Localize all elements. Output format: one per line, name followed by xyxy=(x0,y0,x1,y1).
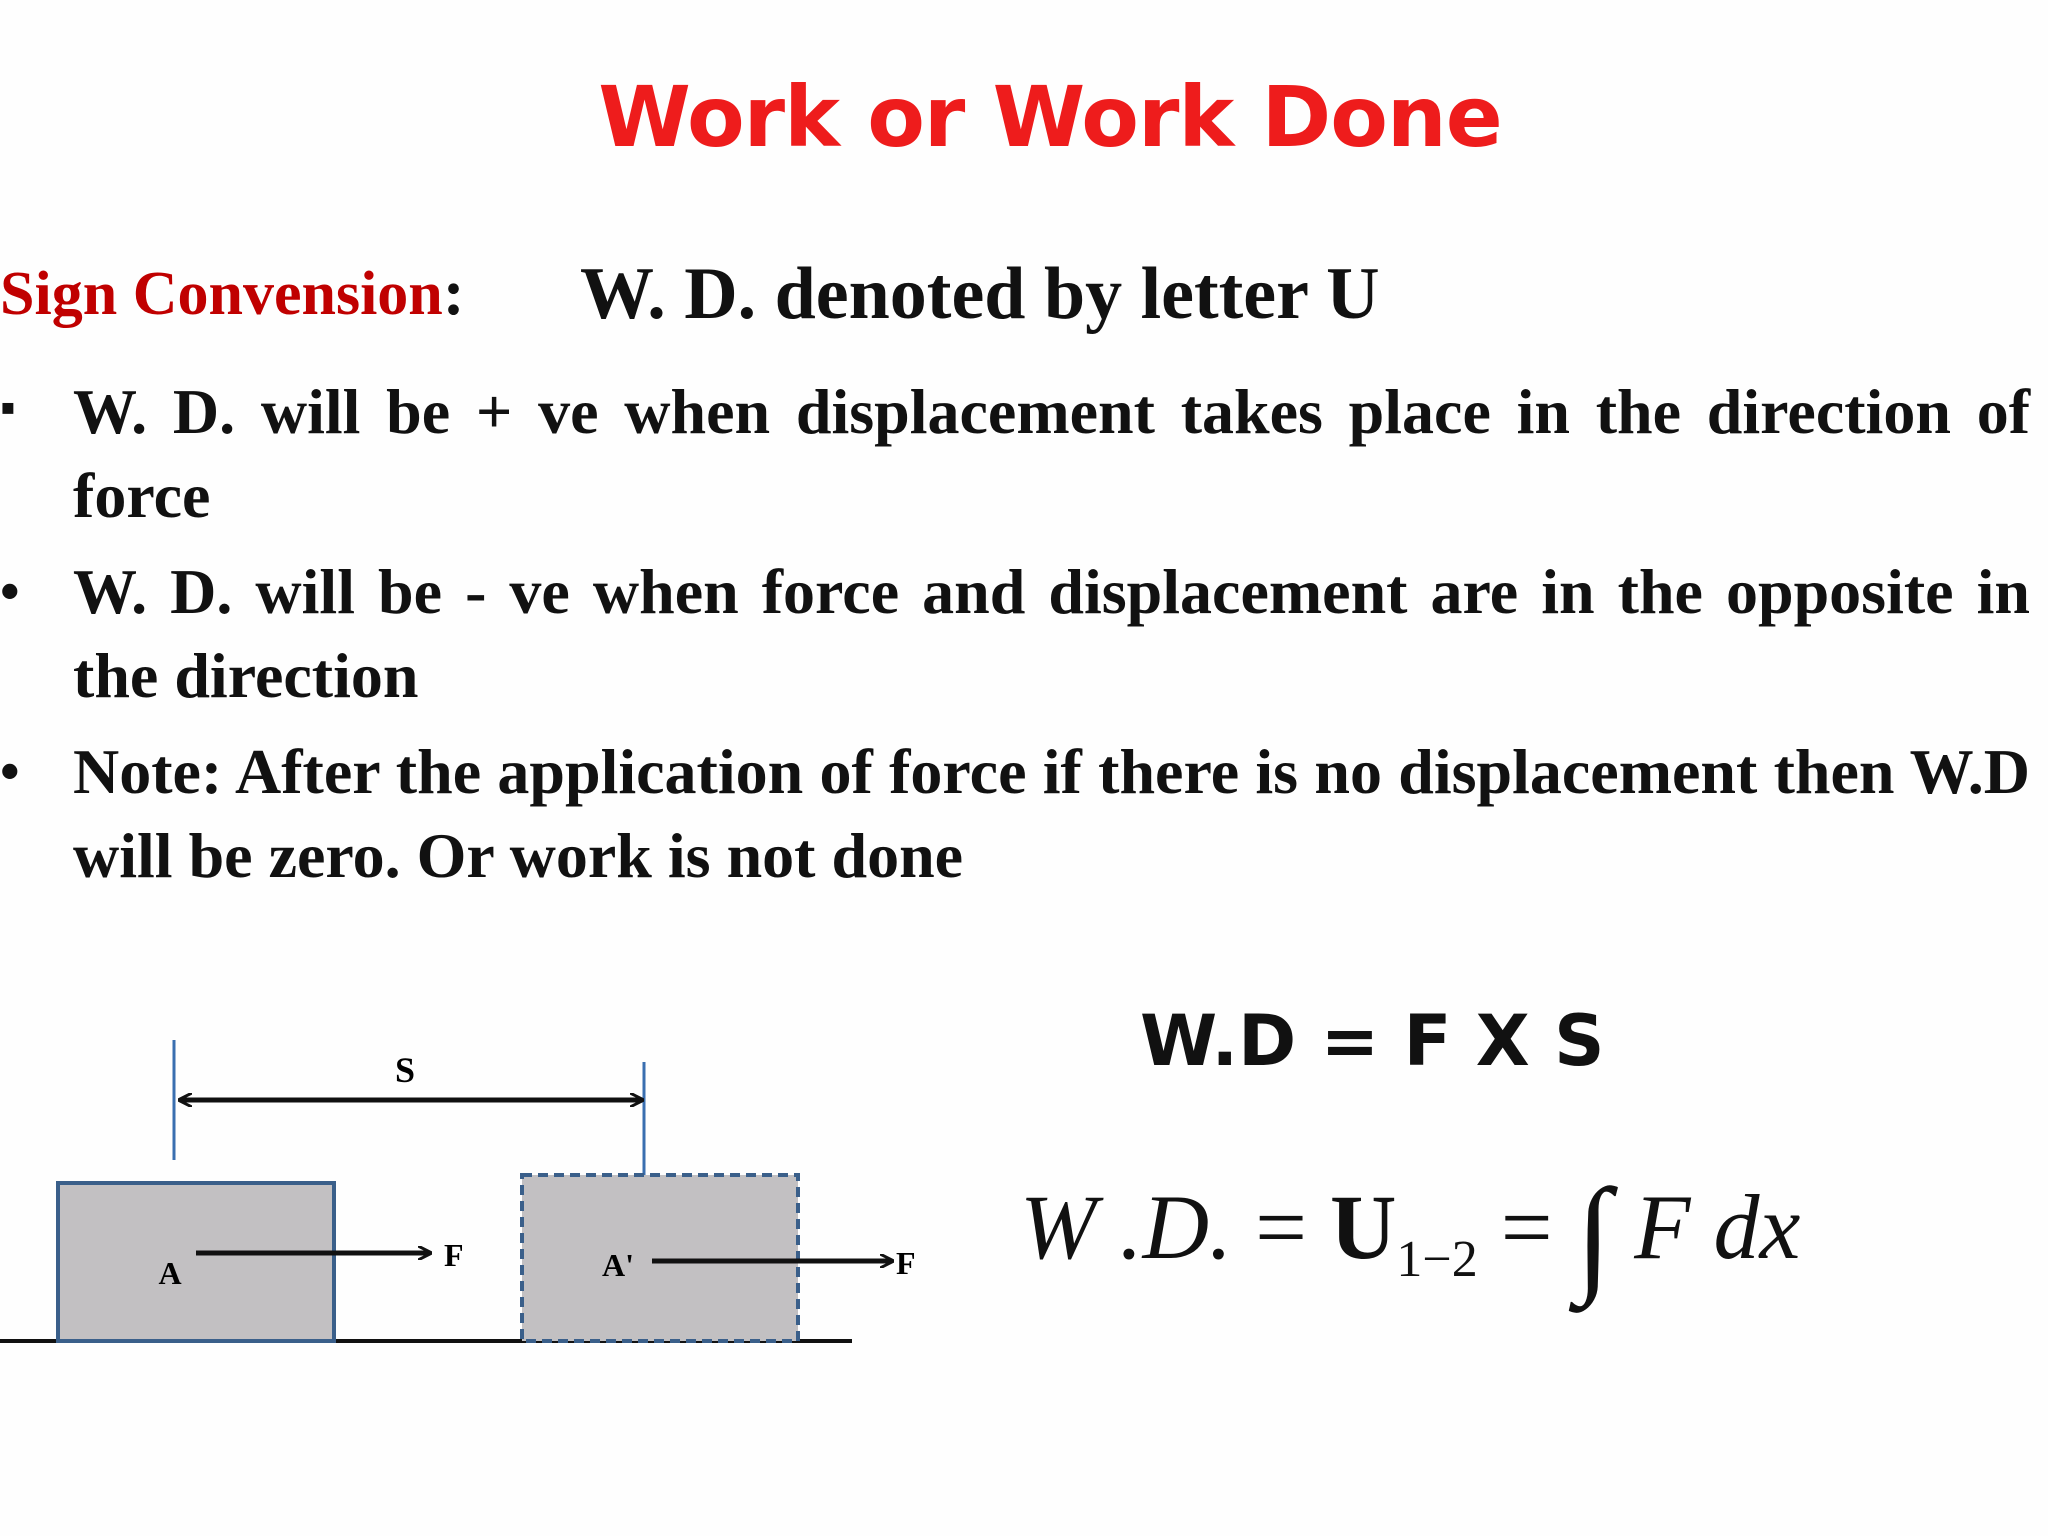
integral-sign: ∫ xyxy=(1575,1163,1612,1307)
bullet-text: W. D. will be + ve when displacement takes place in the direction of force xyxy=(73,376,2030,531)
bullet-text: Note: After the application of force if there is no displacement then W.D will be zero. Or work is not done xyxy=(73,736,2030,891)
force-label-2: F xyxy=(896,1245,916,1281)
sign-convention-label: Sign Convension xyxy=(0,260,443,328)
bullet-positive-work xyxy=(0,370,2030,538)
displacement-diagram xyxy=(0,1020,920,1380)
formula-u: U xyxy=(1329,1176,1397,1278)
bullet-negative-work xyxy=(0,550,2030,718)
formula-integral xyxy=(1020,1160,1800,1310)
bullet-note xyxy=(0,730,2030,898)
slide-title: Work or Work Done xyxy=(598,68,1502,166)
wd-denoted-statement: W. D. denoted by letter U xyxy=(580,253,1380,335)
block-a xyxy=(58,1183,334,1341)
bullet-square-icon: ▪ xyxy=(0,383,16,432)
formula-equals: = xyxy=(1500,1176,1553,1278)
formula-equals: = xyxy=(1255,1176,1307,1278)
sign-convention-row xyxy=(0,255,465,331)
bullet-list xyxy=(0,370,2030,910)
block-a-label: A xyxy=(158,1255,182,1291)
formula-lhs: W .D. xyxy=(1020,1176,1233,1278)
formula-u-subscript: 1−2 xyxy=(1396,1231,1478,1288)
formula-integrand: F dx xyxy=(1634,1176,1801,1278)
sign-convention-colon: : xyxy=(442,256,465,329)
bullet-text: W. D. will be - ve when force and displacement are in the opposite in the direction xyxy=(73,556,2030,711)
distance-label: S xyxy=(394,1050,416,1090)
block-a-prime xyxy=(522,1175,798,1341)
force-label-1: F xyxy=(444,1237,464,1273)
bullet-dot-icon: • xyxy=(0,741,20,803)
bullet-dot-icon: • xyxy=(0,561,20,623)
block-a-prime-label: A' xyxy=(602,1247,634,1283)
formula-work-done: W.D = F X S xyxy=(1140,1000,1605,1082)
